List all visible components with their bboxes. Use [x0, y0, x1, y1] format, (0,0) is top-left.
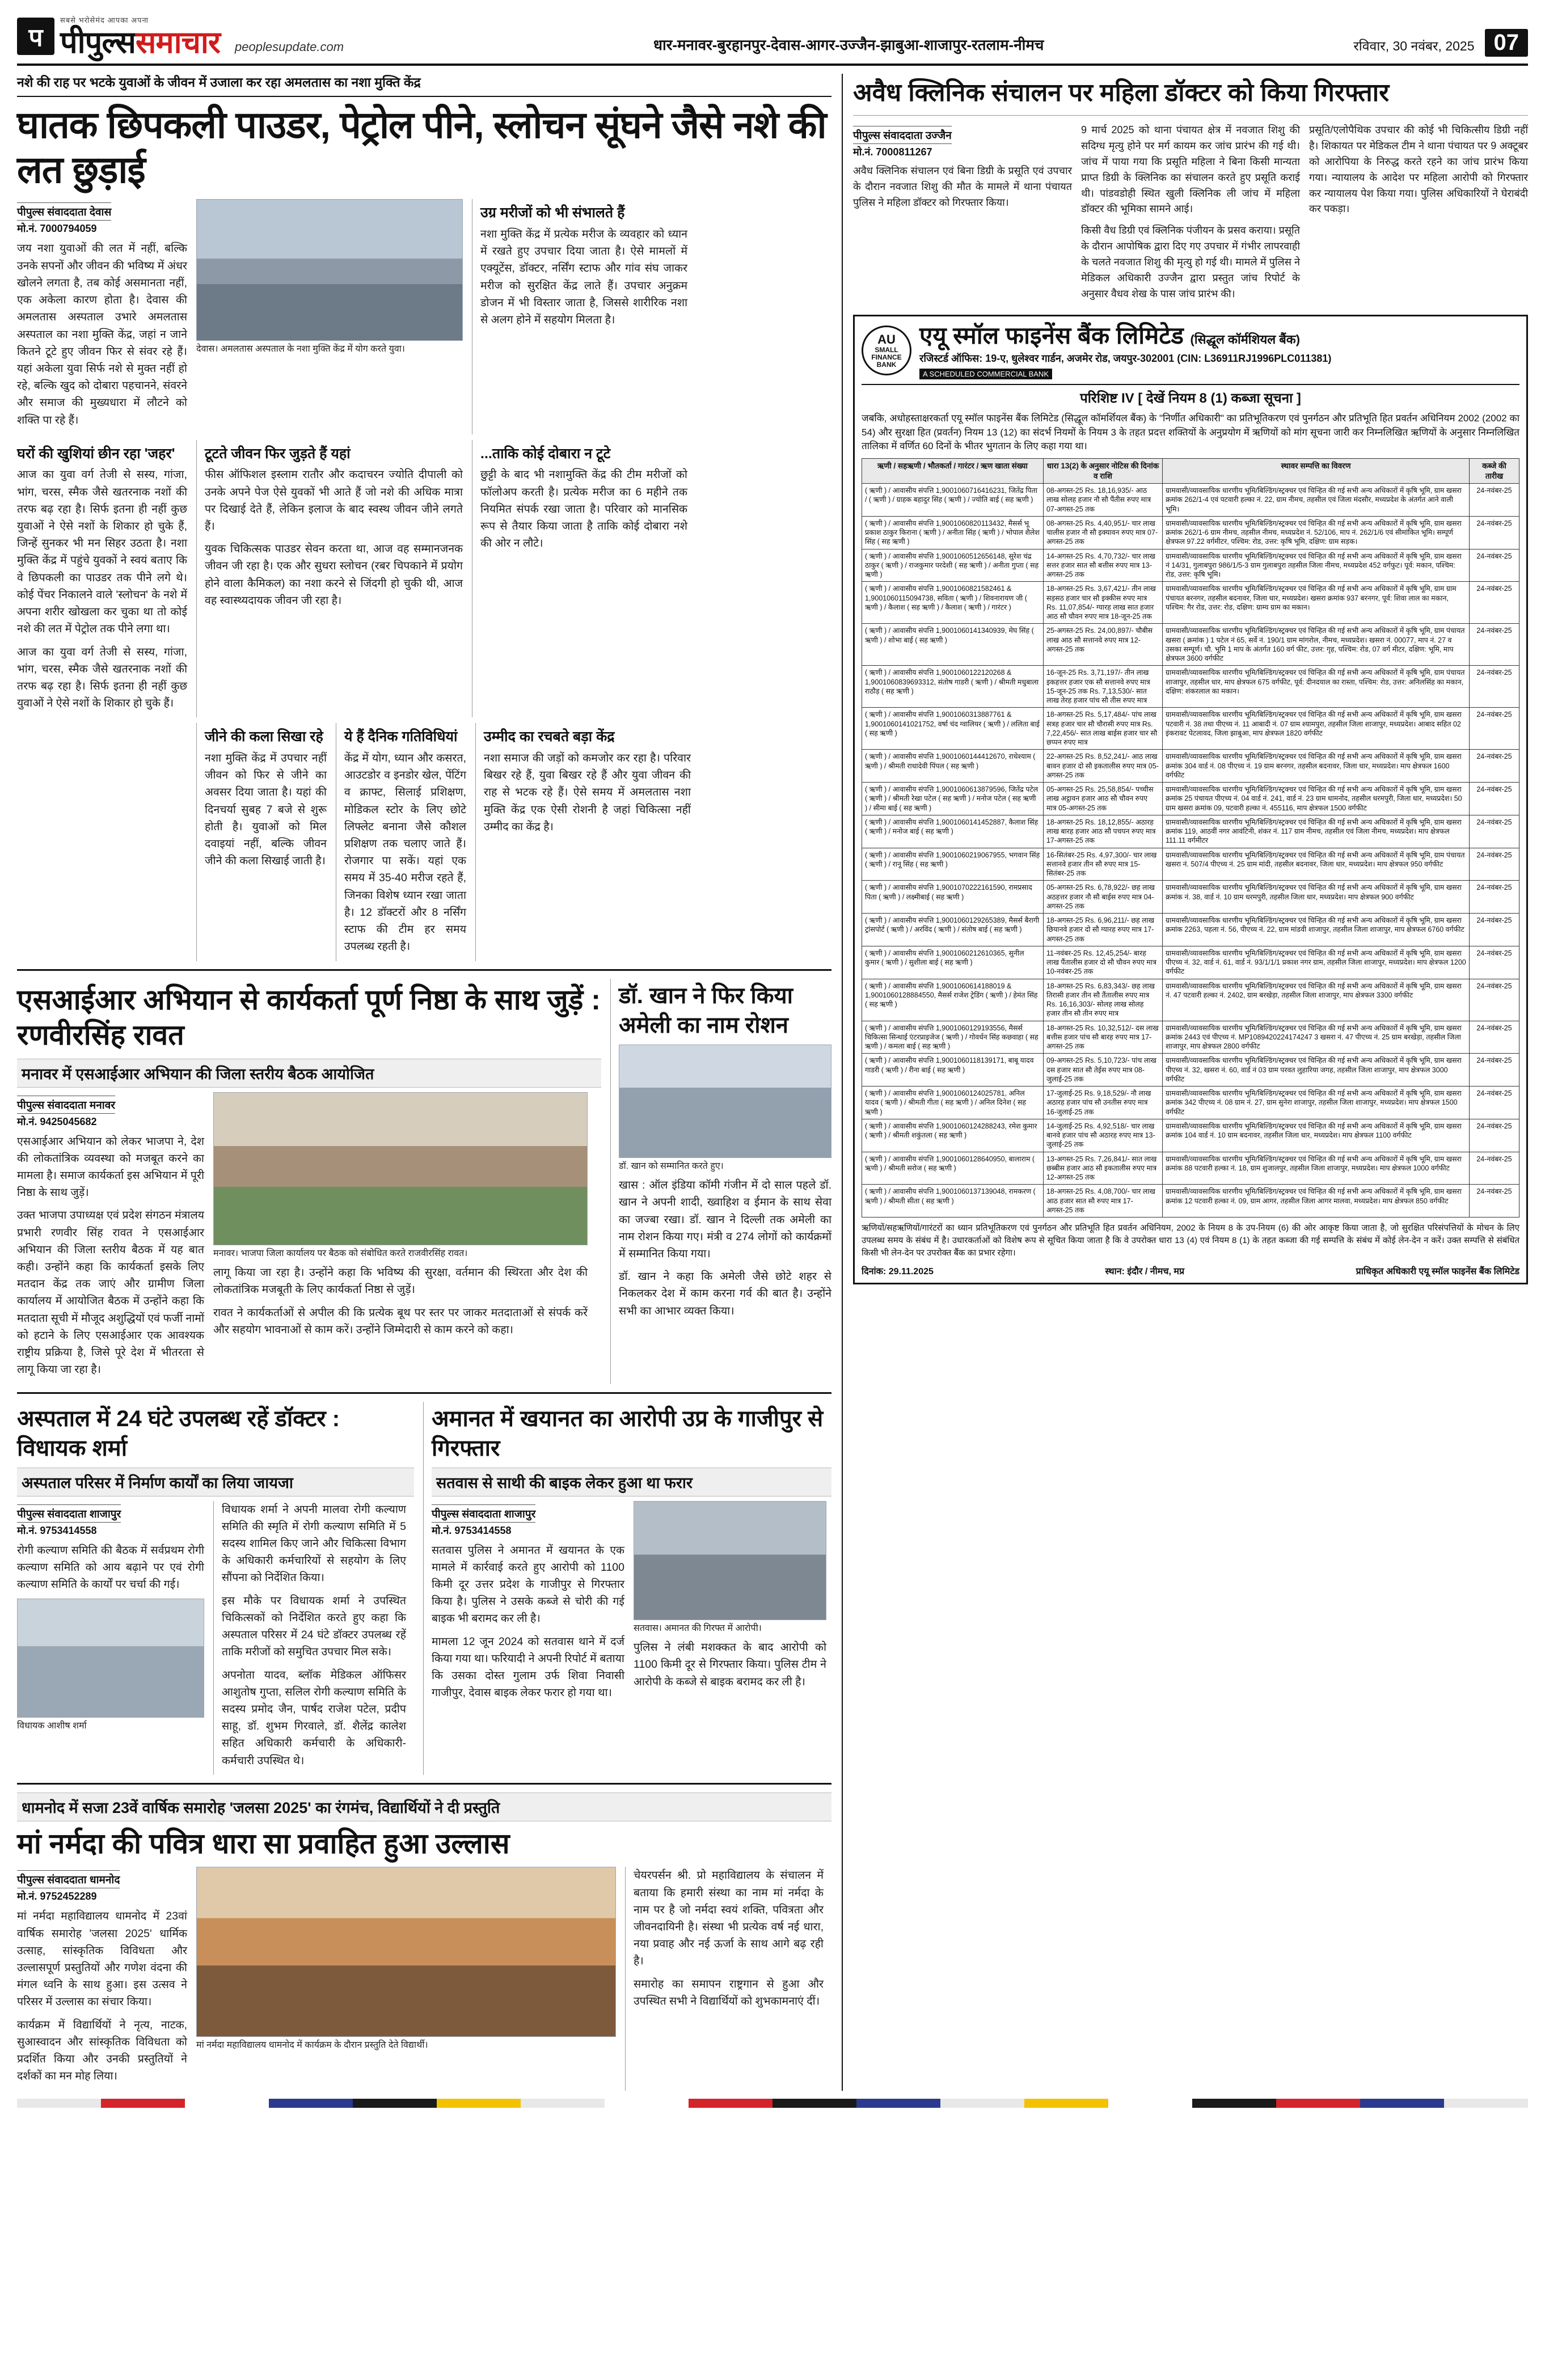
right-column: [853, 74, 1528, 2091]
lead-sub-title-5: जीने की कला सिखा रहे: [205, 729, 323, 745]
lead-sub-title-6: ये हैं दैनिक गतिविधियां: [344, 729, 458, 745]
lead-sub-title-1: घरों की खुशियां छीन रहा 'जहर': [17, 445, 175, 462]
cell-borrower: ( ऋणी ) / आवासीय संपत्ति 1,9001060820113432, मैसर्स भू प्रकाश ठाकुर किराना ( ऋणी ) / अनीता सिंह ( ऋणी ) / भोपाल शैलेश सिंह ( सह ऋणी ): [862, 516, 1043, 549]
cell-date: 24-नवंबर-25: [1470, 516, 1519, 549]
color-swatch: [1108, 2099, 1192, 2108]
ad-footer-note: ऋणियों/सहऋणियों/गारंटरों का ध्यान प्रतिभूतिकरण एवं पुनर्गठन और प्रतिभूति हित प्रवर्तन अधिनियम, 2002 के नियम 8 के उप-नियम (6) की ओर आकृष्ट किया जाता है, जो सुरक्षित परिसंपत्तियों के मोचन के लिए उपलब्ध समय के संबंध में है। उधारकर्ताओं को विशेष रूप से सूचित किया जाता है कि वे उपरोक्त धारा 13 (4) एवं नियम 8 (1) के तहत कब्जा की गई सम्पत्ति के संबंध में कोई लेन-देन न करें। उक्त सम्पत्ति से संबंधित किसी भी लेन-देन पर उपरोक्त बैंक का प्रभार रहेगा।: [861, 1223, 1519, 1258]
cell-notice: 14-जुलाई-25 Rs. 4,92,518/- चार लाख बानवे हजार पांच सौ अठारह रुपए मात्र 13-जुलाई-25 तक: [1043, 1119, 1162, 1152]
color-swatch: [856, 2099, 940, 2108]
khan-body: [619, 1177, 831, 1320]
table-row: [862, 1185, 1519, 1218]
table-row: [862, 979, 1519, 1021]
theft-para-1: सतवास पुलिस ने अमानत में खयानत के एक मामले में कार्रवाई करते हुए आरोपी को 1100 किमी दूर उत्तर प्रदेश के गाजीपुर से गिरफ्तार किया है। पुलिस ने उसके कब्जे से चोरी की गई बाइक भी बरामद कर ली है।: [432, 1544, 624, 1625]
theft-photo: [634, 1501, 826, 1620]
table-row: [862, 582, 1519, 624]
ad-bank-name-main: एयू स्मॉल फाइनेंस बैंक लिमिटेड: [919, 322, 1184, 349]
hospital-para-2: विधायक शर्मा ने अपनी मालवा रोगी कल्याण समिति की स्मृति में रोगी कल्याण समिति में 5 सदस्य शामिल किए जाने और चिकित्सा विभाग के अधिकारी कर्मचारियों से सहयोग के लिए सौंपना को निर्देशित किया।: [222, 1503, 406, 1584]
ad-header: [862, 322, 1519, 385]
cell-property: ग्रामवासी/व्यावसायिक धारणीय भूमि/बिल्डिंग/स्ट्रक्चर एवं चिन्हित की गई सभी अन्य अधिकारों में कृषि भूमि, ग्राम खसरा नं. 47 पटवारी हल्का नं. 2402, ग्राम बरखेड़ा, तहसील जिला शाजापुर, माप क्षेत्रफल 3300 वर्गफीट: [1162, 979, 1469, 1021]
color-swatch: [185, 2099, 269, 2108]
color-swatch: [1024, 2099, 1108, 2108]
cell-borrower: ( ऋणी ) / आवासीय संपत्ति 1,9001070222161590, रामप्रसाद पिता ( ऋणी ) / लक्ष्मीबाई ( सह ऋणी ): [862, 881, 1043, 914]
lead-sub-para-6: केंद्र में योग, ध्यान और कसरत, आउटडोर व इनडोर खेल, पेंटिंग व क्राफ्ट, सिलाई प्रशिक्षण, मोडिकल स्टोर के लिए छोटे लिफ्लेट बनाना जैसे कौशल प्रशिक्षण तक चलाए जाते हैं। रोजगार पा सकें। यहां एक समय में 35-40 मरीज रहते हैं, जिनका विशेष ध्यान रखा जाता है। 12 डॉक्टरों और 8 नर्सिंग स्टाफ की टीम हर समय उपलब्ध रहती है।: [344, 751, 466, 953]
table-header-row: [862, 459, 1519, 484]
article-jalsa: [17, 1793, 831, 2091]
cell-notice: 18-अगस्त-25 Rs. 4,08,700/- चार लाख आठ हजार सात सौ रुपए मात्र 17-अगस्त-25 तक: [1043, 1185, 1162, 1218]
hospital-byline-label: पीपुल्स संवाददाता: [17, 1508, 87, 1520]
au-logo-main: AU: [877, 332, 896, 346]
hospital-photo-caption: विधायक आशीष शर्मा: [17, 1721, 87, 1731]
hospital-headline: अस्पताल में 24 घंटे उपलब्ध रहें डॉक्टर : विधायक शर्मा: [17, 1406, 340, 1461]
au-logo-sub: SMALL FINANCE BANK: [871, 345, 902, 369]
masthead: [17, 15, 1528, 66]
page-columns: [17, 74, 1528, 2091]
cell-borrower: ( ऋणी ) / आवासीय संपत्ति 1,9001060613879596, जितेंद्र पटेल ( ऋणी ) / श्रीमती रेखा पटेल ( सह ऋणी ) / मनोज पटेल ( सह ऋणी ) / सीमा बाई ( सह ऋणी ): [862, 783, 1043, 815]
ad-bank-name-paren: (सिद्धूल कॉर्मशियल बैंक): [1190, 332, 1301, 346]
hospital-para-1: रोगी कल्याण समिति की बैठक में सर्वप्रथम रोगी कल्याण समिति को आय बढ़ाने पर एवं रोगी कल्याण समिति के कार्यों पर चर्चा की गई।: [17, 1544, 204, 1591]
ad-footer-date: दिनांक: 29.11.2025: [861, 1267, 934, 1277]
cell-date: 24-नवंबर-25: [1470, 881, 1519, 914]
cell-date: 24-नवंबर-25: [1470, 750, 1519, 783]
color-swatch: [101, 2099, 185, 2108]
table-row: [862, 1021, 1519, 1054]
theft-mobile: मो.नं. 9753414558: [432, 1524, 512, 1536]
clinic-byline: [853, 126, 952, 144]
sir-place: मनावर: [89, 1099, 116, 1111]
table-row: [862, 666, 1519, 708]
cell-borrower: ( ऋणी ) / आवासीय संपत्ति 1,9001060118139171, बाबू यादव गाडरी ( ऋणी ) / रीना बाई ( सह ऋणी ): [862, 1054, 1043, 1087]
article-row-hospital: [17, 1402, 831, 1775]
lead-sub-body-3: [480, 226, 687, 328]
cell-date: 24-नवंबर-25: [1470, 1087, 1519, 1119]
theft-para-3: पुलिस ने लंबी मशक्कत के बाद आरोपी को 1100 किमी दूर से गिरफ्तार किया। पुलिस टीम ने आरोपी के कब्जे से बाइक बरामद कर ली है।: [634, 1641, 826, 1688]
cell-borrower: ( ऋणी ) / आवासीय संपत्ति 1,9001060128640950, बालाराम ( ऋणी ) / श्रीमती सरोज ( सह ऋणी ): [862, 1152, 1043, 1185]
cell-property: ग्रामवासी/व्यावसायिक धारणीय भूमि/बिल्डिंग/स्ट्रक्चर एवं चिन्हित की गई सभी अन्य अधिकारों में कृषि भूमि, ग्राम खसरा क्रमांक 2443 एवं पीएच्य नं. MP1089420224174247 3 खसरा नं. 47 पीएच्य नं. 25 ग्राम बरखेड़ा, तहसील जिला शाजापुर, माप क्षेत्रफल 2800 वर्गफीट: [1162, 1021, 1469, 1054]
sir-para-3: लागू किया जा रहा है। उन्होंने कहा कि भविष्य की सुरक्षा, वर्तमान की स्थिरता और देश की लोकतांत्रिक मजबूती के लिए कार्यकर्ता निष्ठा से जुड़ें।: [213, 1266, 588, 1296]
table-row: [862, 549, 1519, 582]
jalsa-byline: [17, 1870, 120, 1888]
color-swatch: [437, 2099, 521, 2108]
clinic-mobile: मो.नं. 7000811267: [852, 146, 932, 158]
clinic-body-col3: [1309, 122, 1528, 217]
cell-notice: 18-अगस्त-25 Rs. 10,32,512/- दस लाख बत्तीस हजार पांच सौ बारह रुपए मात्र 17-अगस्त-25 तक: [1043, 1021, 1162, 1054]
clinic-headline: अवैध क्लिनिक संचालन पर महिला डॉक्टर को किया गिरफ्तार: [852, 79, 1390, 107]
khan-para-1: खास : ऑल इंडिया कॉमी गंजीन में दो साल पहले डॉ. खान ने अपनी शादी, ख्वाहिश व ईमान के साथ सेवा का जज्बा रखा। डॉ. खान ने दिल्ली तक अमेली का नाम रोशन किया गए। मंत्री व 274 लोगों को कार्यक्रमों में सम्मानित किया गया।: [619, 1179, 831, 1260]
theft-headline: अमानत में खयानत का आरोपी उप्र के गाजीपुर से गिरफ्तार: [432, 1406, 824, 1461]
hospital-place: शाजापुर: [89, 1508, 121, 1520]
cell-date: 24-नवंबर-25: [1470, 815, 1519, 848]
cell-notice: 16-जून-25 Rs. 3,71,197/- तीन लाख इकहत्तर हजार एक सौ सत्तानवे रुपए मात्र 15-जून-25 तक Rs. 7,13,530/- सात लाख तेरह हजार पांच सौ तीस रुपए मात्र: [1043, 666, 1162, 708]
color-registration-bar: [17, 2099, 1528, 2108]
cell-date: 24-नवंबर-25: [1470, 914, 1519, 946]
sir-para-1: एसआईआर अभियान को लेकर भाजपा ने, देश की लोकतांत्रिक व्यवस्था को मजबूत करने का मामला है। समाज कार्यकर्ता इस अभियान में पूरी निष्ठा के साथ जुड़ें।: [17, 1135, 204, 1199]
color-swatch: [521, 2099, 605, 2108]
cell-property: ग्रामवासी/व्यावसायिक धारणीय भूमि/बिल्डिंग/स्ट्रक्चर एवं चिन्हित की गई सभी अन्य अधिकारों में कृषि भूमि, ग्राम खसरा पीएच्य नं. 32, वार्ड नं. 61, वार्ड नं. 93/1/1/1 प्रकाश नगर ग्राम, तहसील जिला शाजापुर, मध्यप्रदेश। माप क्षेत्रफल 1200 वर्गफीट: [1162, 946, 1469, 979]
website-url[interactable]: peoplesupdate.com: [235, 40, 344, 54]
theft-byline-box: [432, 1504, 624, 1537]
jalsa-mobile: मो.नं. 9752452289: [17, 1891, 97, 1903]
lead-sub-body-5: [205, 750, 327, 870]
jalsa-photo-caption: मां नर्मदा महाविद्यालय धामनोद में कार्यक्रम के दौरान प्रस्तुति देते विद्यार्थी।: [196, 2040, 428, 2051]
color-swatch: [269, 2099, 353, 2108]
lead-sub-body-1: [17, 466, 187, 712]
theft-place: शाजापुर: [504, 1508, 536, 1520]
publication-date: रविवार, 30 नवंबर, 2025: [1353, 39, 1475, 53]
jalsa-para-2: कार्यक्रम में विद्यार्थियों ने नृत्य, नाटक, सुआस्वादन और सांस्कृतिक विविधता को प्रदर्शित किया और उनकी प्रस्तुतियों ने दर्शकों का मन मोह लिया।: [17, 2018, 187, 2083]
article-clinic: [853, 77, 1528, 308]
clinic-para-3: किसी वैध डिग्री एवं क्लिनिक पंजीयन के प्रसव कराया। प्रसूति के दौरान आपोषिक द्वारा दिए गए उपचार में गंभीर लापरवाही के चलते नवजात शिशु की मृत्यु हो गई थी। मामले में पुलिस ने मेडिकल अधिकारी उज्जैन द्वारा प्रस्तुत जांच रिपोर्ट के अनुसार वैधव शेख के पास जांच प्रारंभ की।: [1080, 225, 1300, 299]
cell-notice: 11-नवंबर-25 Rs. 12,45,254/- बारह लाख पैंतालीस हजार दो सौ चौवन रुपए मात्र 10-नवंबर-25 तक: [1043, 946, 1162, 979]
possession-notice-table: [862, 458, 1519, 1218]
ad-intro-text: जबकि, अधोहस्ताक्षरकर्ता एयू स्मॉल फाइनेंस बैंक लिमिटेड (सिद्धूल कॉमर्शियल बैंक) के "निर्णीत अधिकारी" का प्रतिभूतिकरण एवं पुनर्गठन और प्रतिभूति हित प्रवर्तन अधिनियम 2002 (2002 का 54) और सुरक्षा हित (प्रवर्तन) नियम 13 (12) का संदर्भ नियमों के नियम 3 के तहत प्रदत्त शक्तियों के अनुप्रयोग में ऋणियों को मांग सूचना जारी कर निम्नलिखित ऋणियों के अनुसार निम्नलिखित तालिका में वर्णित 60 दिनों के भीतर भुगतान के लिए कहा गया था।: [861, 413, 1519, 452]
cell-date: 24-नवंबर-25: [1470, 946, 1519, 979]
cell-property: ग्रामवासी/व्यावसायिक धारणीय भूमि/बिल्डिंग/स्ट्रक्चर एवं चिन्हित की गई सभी अन्य अधिकारों में कृषि भूमि, ग्राम खसरा क्रमांक 262/1-4 एवं पटवारी हल्का नं. 22, ग्राम नीमच, तहसील एवं जिला मंदसौर, मध्यप्रदेश के अंतर्गत आने वाली भूमि।: [1162, 484, 1469, 517]
article-khan: [610, 979, 831, 1384]
lead-sub-title-7: उम्मीद का रचबते बड़ा केंद्र: [484, 729, 615, 745]
table-row: [862, 708, 1519, 750]
cell-notice: 25-अगस्त-25 Rs. 24,00,897/- चौबीस लाख आठ सौ सत्तानवे रुपए मात्र 12-अगस्त-25 तक: [1043, 624, 1162, 666]
hospital-byline: [17, 1504, 121, 1523]
lead-sub-title-4: ...ताकि कोई दोबारा न टूटे: [480, 445, 611, 462]
cell-borrower: ( ऋणी ) / आवासीय संपत्ति 1,9001060124288243, रमेश कुमार ( ऋणी ) / श्रीमती शकुंतला ( सह ऋणी ): [862, 1119, 1043, 1152]
cell-notice: 18-अगस्त-25 Rs. 3,67,421/- तीन लाख सड़सठ हजार चार सौ इक्कीस रुपए मात्र Rs. 11,07,854/- ग्यारह लाख सात हजार आठ सौ चौवन रुपए मात्र 18-जून-25 तक: [1043, 582, 1162, 624]
clinic-byline-label: पीपुल्स संवाददाता: [852, 130, 923, 142]
cell-borrower: ( ऋणी ) / आवासीय संपत्ति 1,9001060129193556, मैसर्स चिकित्सा सिन्धाई एंटरप्राइजेज ( ऋणी ) / गोवर्धन सिंह कछवाहा ( सह ऋणी ) / कमला बाई ( सह ऋणी ): [862, 1021, 1043, 1054]
hospital-body-col1: [17, 1542, 204, 1593]
cell-date: 24-नवंबर-25: [1470, 848, 1519, 881]
cell-date: 24-नवंबर-25: [1470, 979, 1519, 1021]
sir-body-col1: [17, 1133, 204, 1379]
clinic-para-4: प्रसूति/एलोपैथिक उपचार की कोई भी चिकित्सीय डिग्री नहीं है। शिकायत पर मेडिकल टीम ने थाना पंचायत पर 9 अक्टूबर को आरोपिया के निरुद्ध करते रहने का जांच प्रारंभ किया गया। न्यायालय के आदेश पर महिला आरोपी को गिरफ्तार कर न्यायालय पेश किया गया। पुलिस अधिकारियों ने घेराबंदी कर पकड़ा।: [1308, 124, 1528, 215]
ad-bank-name: [919, 322, 1519, 349]
edition-list: धार-मनावर-बुरहानपुर-देवास-आगर-उज्जैन-झाबुआ-शाजापुर-रतलाम-नीमच: [653, 36, 1044, 53]
table-row: [862, 946, 1519, 979]
color-swatch: [1192, 2099, 1276, 2108]
cell-property: ग्रामवासी/व्यावसायिक धारणीय भूमि/बिल्डिंग/स्ट्रक्चर एवं चिन्हित की गई सभी अन्य अधिकारों में कृषि भूमि, ग्राम खसरा पीएच्य नं. 32, खसरा नं. 60, वार्ड नं 03 ग्राम परवत लुहारिया जगह, तहसील जिला शाजापुर, माप क्षेत्रफल 3000 वर्गफीट: [1162, 1054, 1469, 1087]
cell-borrower: ( ऋणी ) / आवासीय संपत्ति 1,9001060313887761 & 1,9001060141021752, वर्षा चंद ग्वालियर ( ऋणी ) / ललिता बाई ( सह ऋणी ): [862, 708, 1043, 750]
jalsa-para-3: चेयरपर्सन श्री. प्रो महाविद्यालय के संचालन में बताया कि हमारी संस्था का नाम मां नर्मदा के नाम पर है जो नर्मदा स्वयं शक्ति, पवित्रता और जीवनदायिनी है। संस्था भी प्रत्येक वर्ष नई धारा, नया प्रवाह और नई ऊर्जा के साथ आगे बढ़ रही है।: [634, 1869, 824, 1968]
cell-property: ग्रामवासी/व्यावसायिक धारणीय भूमि/बिल्डिंग/स्ट्रक्चर एवं चिन्हित की गई सभी अन्य अधिकारों में कृषि भूमि, ग्राम पंचायत शाजापुर, तहसील धार, माप क्षेत्रफल 675 वर्गफीट, पूर्व: दीनदयाल का रास्ता, पश्चिम: रोड, उत्तर: अनिलसिंह का मकान, दक्षिण: शंकरलाल का मकान।: [1162, 666, 1469, 708]
sir-photo-caption: मनावर। भाजपा जिला कार्यालय पर बैठक को संबोधित करते राजवीरसिंह रावत।: [213, 1248, 468, 1258]
theft-body-col2: [634, 1639, 826, 1690]
theft-para-2: मामला 12 जून 2024 को सतवास थाने में दर्ज किया गया था। फरियादी ने अपनी रिपोर्ट में बताया कि उसका दोस्त गुलाम उर्फ शिवा निवासी गाजीपुर, देवास बाइक लेकर फरार हो गया था।: [432, 1635, 624, 1700]
sir-byline-box: [17, 1096, 204, 1128]
lead-sub-title-2: टूटते जीवन फिर जुड़ते हैं यहां: [205, 445, 351, 462]
clinic-body-col2: [1081, 122, 1300, 302]
color-swatch: [1360, 2099, 1444, 2108]
lead-place: देवास: [89, 206, 112, 219]
lead-byline-box: [17, 202, 187, 235]
cell-notice: 17-जुलाई-25 Rs. 9,18,529/- नौ लाख अठारह हजार पांच सौ उनतीस रुपए मात्र 16-जुलाई-25 तक: [1043, 1087, 1162, 1119]
theft-subhead: सतवास से साथी की बाइक लेकर हुआ था फरार: [432, 1468, 831, 1497]
cell-date: 24-नवंबर-25: [1470, 484, 1519, 517]
cell-notice: 09-अगस्त-25 Rs. 5,10,723/- पांच लाख दस हजार सात सौ तेईस रुपए मात्र 08-जुलाई-25 तक: [1043, 1054, 1162, 1087]
theft-body-col1: [432, 1542, 624, 1702]
khan-photo-caption: डॉ. खान को सम्मानित करते हुए।: [619, 1161, 724, 1171]
table-row: [862, 848, 1519, 881]
cell-notice: 08-अगस्त-25 Rs. 4,40,951/- चार लाख चालीस हजार नौ सौ इक्यावन रुपए मात्र 07-अगस्त-25 तक: [1043, 516, 1162, 549]
th-borrower: ऋणी / सहऋणी / भौतकर्ता / गारंटर / ऋण खाता संख्या: [862, 459, 1043, 484]
color-swatch: [1276, 2099, 1360, 2108]
table-row: [862, 750, 1519, 783]
cell-property: ग्रामवासी/व्यावसायिक धारणीय भूमि/बिल्डिंग/स्ट्रक्चर एवं चिन्हित की गई सभी अन्य अधिकारों में कृषि भूमि, ग्राम खसरा पटवारी नं. 38 तथा पीएच्य नं. 11 आबादी नं. 07 ग्राम श्यामपुरा, तहसील जिला शाजापुर, मध्यप्रदेश। आबाद सहित 02 इंकरावट पेटलावद, जिला झाबुआ, माप क्षेत्रफल 1820 वर्गफीट: [1162, 708, 1469, 750]
sir-headline: एसआईआर अभियान से कार्यकर्ता पूर्ण निष्ठा के साथ जुड़ें : रणवीरसिंह रावत: [17, 983, 601, 1051]
cell-property: ग्रामवासी/व्यावसायिक धारणीय भूमि/बिल्डिंग/स्ट्रक्चर एवं चिन्हित की गई सभी अन्य अधिकारों में कृषि भूमि, ग्राम पंचायत खसरा ( क्रमांक ) 1 पटेल नं 65, सर्वे नं. 190/1 ग्राम मांगरोल, नीमच, मध्यप्रदेश। खसरा नं. 00077, माप नं. 27 व उसका सम्पूर्ण। चौ. भूमि 1 माप के अंतर्गत 160 वर्ग फीट, उत्तर: गृह, पश्चिम: रोड, 07 वर्ग मीटर, दक्षिण: भूमि, माप क्षेत्रफल 3600 वर्गफीट: [1162, 624, 1469, 666]
cell-property: ग्रामवासी/व्यावसायिक धारणीय भूमि/बिल्डिंग/स्ट्रक्चर एवं चिन्हित की गई सभी अन्य अधिकारों में कृषि भूमि, ग्राम खसरा क्रमांक 342 पीएच्य नं. 08 ग्राम नं. 27, ग्राम सुनेरा शाजापुर, तहसील जिला शाजापुर, मध्यप्रदेश। माप क्षेत्रफल 1500 वर्गफीट: [1162, 1087, 1469, 1119]
cell-notice: 18-अगस्त-25 Rs. 6,96,211/- छह लाख छियानवे हजार दो सौ ग्यारह रुपए मात्र 17-अगस्त-25 तक: [1043, 914, 1162, 946]
color-swatch: [17, 2099, 101, 2108]
cell-date: 24-नवंबर-25: [1470, 582, 1519, 624]
jalsa-headline: मां नर्मदा की पवित्र धारा सा प्रवाहित हुआ उल्लास: [17, 1827, 510, 1859]
lead-byline: [17, 202, 111, 221]
table-row: [862, 516, 1519, 549]
clinic-byline-box: [853, 126, 1072, 159]
th-date: कब्जे की तारीख: [1470, 459, 1519, 484]
theft-byline-label: पीपुल्स संवाददाता: [432, 1508, 501, 1520]
color-swatch: [689, 2099, 772, 2108]
jalsa-para-4: समारोह का समापन राष्ट्रगान से हुआ और उपस्थित सभी ने विद्यार्थियों को शुभकामनाएं दीं।: [634, 1977, 824, 2007]
cell-property: ग्रामवासी/व्यावसायिक धारणीय भूमि/बिल्डिंग/स्ट्रक्चर एवं चिन्हित की गई सभी अन्य अधिकारों में कृषि भूमि, ग्राम खसरा क्रमांक 119, आठवीं नगर आवंटिनी, शंकर नं. 117 ग्राम नीमच, तहसील एवं जिला नीमच, मध्यप्रदेश। माप क्षेत्रफल 111.11 वर्गमीटर: [1162, 815, 1469, 848]
lead-sub-para-1: आज का युवा वर्ग तेजी से सस्य, गांजा, भांग, चरस, स्मैक जैसे खतरनाक नशों की तरफ बढ़ रहा है। सिर्फ इतना ही नहीं कुछ युवाओं ने ऐसे नशों के शिकार हो चुके हैं।: [17, 645, 187, 710]
cell-borrower: ( ऋणी ) / आवासीय संपत्ति 1,9001060144412670, राधेश्याम ( ऋणी ) / श्रीमती राधादेवी पिंपल ( सह ऋणी ): [862, 750, 1043, 783]
color-swatch: [353, 2099, 437, 2108]
color-swatch: [1444, 2099, 1528, 2108]
lead-photo-caption: देवास। अमलतास अस्पताल के नशा मुक्ति केंद्र में योग करते युवा।: [196, 344, 405, 354]
cell-borrower: ( ऋणी ) / आवासीय संपत्ति 1,9001060141340939, मेघ सिंह ( ऋणी ) / शोभा बाई ( सह ऋणी ): [862, 624, 1043, 666]
clinic-para-2: 9 मार्च 2025 को थाना पंचायत क्षेत्र में नवजात शिशु की सदिग्ध मृत्यु होने पर मर्ग कायम कर जांच प्रारंभ की गई थी। जांच में पाया गया कि प्रसूति महिला ने बिना किसी मान्यता प्राप्त डिग्री के क्लिनिक का संचालन करते हुए प्रसूति कराई थी। पांडवडोही स्थित खुली क्लिनिक ली जांच में महिला डॉक्टर की भूमिका सामने आई।: [1080, 124, 1300, 215]
cell-borrower: ( ऋणी ) / आवासीय संपत्ति 1,9001060821582461 & 1,9001060115094738, सविता ( ऋणी ) / शिवनारायण जी ( ऋणी ) / कैलाश ( सह ऋणी ) / कैलाश ( ऋणी ) / गारंटर ): [862, 582, 1043, 624]
cell-property: ग्रामवासी/व्यावसायिक धारणीय भूमि/बिल्डिंग/स्ट्रक्चर एवं चिन्हित की गई सभी अन्य अधिकारों में कृषि भूमि, ग्राम ग्राम पंचायत बरनगर, तहसील बदनावर, जिला धार, मध्यप्रदेश। खसरा क्रमांक 937 बरनगर, पूर्व: शिवा लाल का मकान, पश्चिम: गैर रोड, उत्तर: रोड, दक्षिण: ग्राम्य ग्राम का मकान।: [1162, 582, 1469, 624]
hospital-body-col2: [222, 1501, 406, 1769]
sir-mobile: मो.नं. 9425045682: [17, 1115, 97, 1127]
page-number: 07: [1485, 29, 1529, 57]
cell-notice: 18-अगस्त-25 Rs. 6,83,343/- छह लाख तिरासी हजार तीन सौ तैंतालीस रुपए मात्र Rs. 16,16,303/- सोलह लाख सोलह हजार तीन सौ तीन रुपए मात्र: [1043, 979, 1162, 1021]
table-row: [862, 1119, 1519, 1152]
article-sir: [17, 979, 601, 1384]
jalsa-body-col1: [17, 1908, 187, 2085]
article-theft: [423, 1402, 831, 1775]
ad-reg-office: रजिस्टर्ड ऑफिस: 19-ए, धुलेश्वर गार्डन, अजमेर रोड, जयपुर-302001 (CIN: L36911RJ1996PLC011381): [919, 353, 1332, 365]
article-row-sir: [17, 979, 831, 1384]
lead-para-2: आज का युवा वर्ग तेजी से सस्य, गांजा, भांग, चरस, स्मैक जैसे खतरनाक नशों की तरफ बढ़ रहा है। सिर्फ इतना ही नहीं कुछ युवाओं ने ऐसे नशों के शिकार हो चुके हैं, जिन्हें सुनकर भी मन सिहर उठता है। नशा मुक्ति केंद्र में पहुंचे युवकों ने स्वयं बताए कि वे छिपकली का पाउडर तक पीने लगे थे। कोई पेंचर निकालने वाले 'स्लोचन' के नशे में अपना शरीर खोखला कर चुका था तो कोई नशे की लत में पेट्रोल तक पीने लगा था।: [17, 468, 187, 636]
table-row: [862, 881, 1519, 914]
cell-borrower: ( ऋणी ) / आवासीय संपत्ति 1,9001060141452887, कैलाश सिंह ( ऋणी ) / मनोज बाई ( सह ऋणी ): [862, 815, 1043, 848]
cell-property: ग्रामवासी/व्यावसायिक धारणीय भूमि/बिल्डिंग/स्ट्रक्चर एवं चिन्हित की गई सभी अन्य अधिकारों में कृषि भूमि, ग्राम खसरा क्रमांक 25 पंचायत पीएच्य नं. 04 वार्ड नं. 241, वार्ड नं. 23 ग्राम धामनोद, तहसील धरमपुरी, जिला धार, मध्यप्रदेश। 50 ग्राम खसरा क्रमांक 09, पटवारी हल्का नं. 455116, माप क्षेत्रफल 1500 वर्गफीट: [1162, 783, 1469, 815]
advertisement-au-bank: [853, 315, 1528, 1285]
cell-borrower: ( ऋणी ) / आवासीय संपत्ति 1,9001060137139048, रामकरण ( ऋणी ) / श्रीमती सीता ( सह ऋणी ): [862, 1185, 1043, 1218]
clinic-para-1: अवैध क्लिनिक संचालन एवं बिना डिग्री के प्रसूति एवं उपचार के दौरान नवजात शिशु की मौत के मामले में थाना पंचायत पुलिस ने महिला डॉक्टर को गिरफ्तार किया।: [852, 165, 1072, 208]
cell-borrower: ( ऋणी ) / आवासीय संपत्ति 1,9001060614188019 & 1,9001060128884550, मैसर्स राजेश ट्रेडिंग ( ऋणी ) / हेमंत सिंह ( सह ऋणी ): [862, 979, 1043, 1021]
cell-notice: 13-अगस्त-25 Rs. 7,26,841/- सात लाख छब्बीस हजार आठ सौ इकतालीस रुपए मात्र 12-अगस्त-25 तक: [1043, 1152, 1162, 1185]
cell-date: 24-नवंबर-25: [1470, 783, 1519, 815]
lead-sub-para-5: नशा मुक्ति केंद्र में उपचार नहीं जीवन को फिर से जीने का अवसर दिया जाता है। यहां की दिनचर्या सुबह 7 बजे से शुरू होती है। युवाओं को मिल दवाइयां नहीं, बल्कि जीवन जीने की कला सिखाई जाती है।: [205, 751, 327, 868]
cell-notice: 08-अगस्त-25 Rs. 18,16,935/- आठ लाख सोलह हजार नौ सौ पैंतीस रुपए मात्र 07-अगस्त-25 तक: [1043, 484, 1162, 517]
lead-sub-body-7: [484, 750, 691, 835]
sir-subhead: मनावर में एसआईआर अभियान की जिला स्तरीय बैठक आयोजित: [17, 1059, 601, 1088]
sir-byline: [17, 1096, 115, 1114]
color-swatch: [940, 2099, 1024, 2108]
cell-notice: 05-अगस्त-25 Rs. 6,78,922/- छह लाख अठहत्तर हजार नौ सौ बाईस रुपए मात्र 04-अगस्त-25 तक: [1043, 881, 1162, 914]
lead-headline: घातक छिपकली पाउडर, पेट्रोल पीने, स्लोचन सूंघने जैसे नशे की लत छुड़ाई: [17, 104, 826, 191]
cell-property: ग्रामवासी/व्यावसायिक धारणीय भूमि/बिल्डिंग/स्ट्रक्चर एवं चिन्हित की गई सभी अन्य अधिकारों में कृषि भूमि, ग्राम खसरा क्रमांक 304 वार्ड नं. 08 पीएच्य नं. 19 ग्राम बरनगर, तहसील बदनावर, जिला धार, मध्यप्रदेश। माप क्षेत्रफल 1600 वर्गफीट: [1162, 750, 1469, 783]
cell-date: 24-नवंबर-25: [1470, 624, 1519, 666]
jalsa-body-col3: [634, 1867, 824, 2010]
ad-schedule-strip: A SCHEDULED COMMERCIAL BANK: [919, 369, 1052, 379]
cell-property: ग्रामवासी/व्यावसायिक धारणीय भूमि/बिल्डिंग/स्ट्रक्चर एवं चिन्हित की गई सभी अन्य अधिकारों में कृषि भूमि, ग्राम खसरा क्रमांक 88 पटवारी हल्का नं. 18, ग्राम शुजालपुर, तहसील जिला शाजापुर, मध्यप्रदेश। माप क्षेत्रफल 1000 वर्गफीट: [1162, 1152, 1469, 1185]
hospital-para-3: इस मौके पर विधायक शर्मा ने उपस्थित चिकित्सकों को निर्देशित करते हुए कहा कि अस्पताल परिसर में 24 घंटे डॉक्टर उपलब्ध रहें ताकि मरीजों को समुचित उपचार मिल सके।: [222, 1594, 406, 1659]
logo-mark-icon: प: [17, 18, 54, 55]
logo-accent-text: समाचार: [135, 26, 220, 60]
sir-para-4: रावत ने कार्यकर्ताओं से अपील की कि प्रत्येक बूथ पर स्तर पर जाकर मतदाताओं से संपर्क करें और सहयोग भावनाओं से काम करें। उन्होंने जिम्मेदारी से काम करने को कहा।: [213, 1306, 588, 1336]
sir-body-col2: [213, 1264, 588, 1338]
ad-signoff: [862, 1265, 1519, 1277]
cell-date: 24-नवंबर-25: [1470, 708, 1519, 750]
cell-notice: 16-सितंबर-25 Rs. 4,97,300/- चार लाख सत्तानवे हजार तीन सौ रुपए मात्र 15-सितंबर-25 तक: [1043, 848, 1162, 881]
cell-property: ग्रामवासी/व्यावसायिक धारणीय भूमि/बिल्डिंग/स्ट्रक्चर एवं चिन्हित की गई सभी अन्य अधिकारों में कृषि भूमि, ग्राम पंचायत खसरा नं. 507/4 पीएच्य नं. 25 ग्राम मांदी, तहसील बदनावर, जिला धार, मध्यप्रदेश। माप क्षेत्रफल 950 वर्गफीट: [1162, 848, 1469, 881]
sir-photo: [213, 1092, 588, 1245]
lead-sub-title-3: उग्र मरीजों को भी संभालते हैं: [480, 205, 625, 221]
jalsa-byline-box: [17, 1870, 187, 1903]
jalsa-byline-label: पीपुल्स संवाददाता: [17, 1874, 87, 1887]
logo-main-text: पीपुल्स: [60, 26, 136, 60]
cell-notice: 18-अगस्त-25 Rs. 18,12,855/- अठारह लाख बारह हजार आठ सौ पचपन रुपए मात्र 17-अगस्त-25 तक: [1043, 815, 1162, 848]
logo-tagline: सबसे भरोसेमंद आपका अपना: [60, 16, 149, 24]
lead-sub-para-4: छुट्टी के बाद भी नशामुक्ति केंद्र की टीम मरीजों को फॉलोअप करती है। प्रत्येक मरीज का 6 महीने तक नियमित संपर्क रखा जाता है। परिवार को मानसिक रूप से तैयार किया जाता है ताकि कोई दोबारा नशे की ओर न लौटे।: [480, 468, 687, 550]
lead-byline-label: पीपुल्स संवाददाता: [17, 206, 87, 219]
table-row: [862, 1054, 1519, 1087]
logo-wordmark: [60, 27, 220, 58]
hospital-byline-box: [17, 1504, 204, 1537]
cell-borrower: ( ऋणी ) / आवासीय संपत्ति 1,9001060122120268 & 1,9001060839693312, संतोष गाडरी ( ऋणी ) / श्रीमती मधुबाला राठौड़ ( सह ऋणी ): [862, 666, 1043, 708]
hospital-mobile: मो.नं. 9753414558: [17, 1524, 97, 1536]
clinic-body-col1: [853, 163, 1072, 211]
cell-notice: 05-अगस्त-25 Rs. 25,58,854/- पच्चीस लाख अट्ठावन हजार आठ सौ चौवन रुपए मात्र 05-अगस्त-25 तक: [1043, 783, 1162, 815]
cell-borrower: ( ऋणी ) / आवासीय संपत्ति 1,9001060219067955, भगवान सिंह ( ऋणी ) / रानू सिंह ( सह ऋणी ): [862, 848, 1043, 881]
column-divider: [842, 74, 843, 2091]
table-row: [862, 1087, 1519, 1119]
cell-borrower: ( ऋणी ) / आवासीय संपत्ति 1,9001060716416231, जितेंद्र पिता / ( ऋणी ) / ग्राहक बहादुर सिंह ( ऋणी ) / ज्योति बाई ( सह ऋणी ): [862, 484, 1043, 517]
table-row: [862, 815, 1519, 848]
lead-sub-body-2: [205, 466, 463, 609]
cell-borrower: ( ऋणी ) / आवासीय संपत्ति 1,9001060129265389, मैसर्स बैरागी ट्रांसपोर्ट ( ऋणी ) / अरविंद ( ऋणी ) / संतोष बाई ( सह ऋणी ): [862, 914, 1043, 946]
khan-para-2: डॉ. खान ने कहा कि अमेली जैसे छोटे शहर से निकलकर देश में काम करना गर्व की बात है। उन्होंने सभी का आभार व्यक्त किया।: [619, 1270, 831, 1317]
cell-notice: 22-अगस्त-25 Rs. 8,52,241/- आठ लाख बावन हजार दो सौ इकतालीस रुपए मात्र 05-अगस्त-25 तक: [1043, 750, 1162, 783]
newspaper-logo[interactable]: [17, 15, 220, 58]
cell-borrower: ( ऋणी ) / आवासीय संपत्ति 1,9001060124025781, अनिल यादव ( ऋणी ) / श्रीमती गीता ( सह ऋणी ) / अनिल दिनेश ( सह ऋणी ): [862, 1087, 1043, 1119]
lead-sub-para-2: युवक चिकित्सक पाउडर सेवन करता था, आज वह सम्मानजनक जीवन जी रहा है। एक और सुधरा स्लोचन (रबर चिपकाने में प्रयोग होने वाला कैमिकल) का नशा करने से जिंदगी हो चुकी थी, आज वह स्वास्थ्यदायक जीवन जी रहा है।: [205, 543, 463, 607]
jalsa-photo: [196, 1867, 616, 2037]
cell-property: ग्रामवासी/व्यावसायिक धारणीय भूमि/बिल्डिंग/स्ट्रक्चर एवं चिन्हित की गई सभी अन्य अधिकारों में कृषि भूमि, ग्राम खसरा क्रमांक 262/1-6 ग्राम नीमच, तहसील नीमच, मध्यप्रदेश नं. 52/106, माप नं. 262/1/6 एवं सीमांकित भूमि। सम्पूर्ण क्षेत्रफल 97.22 वर्गमीटर, पश्चिम: रोड, उत्तर: कृषि भूमि, दक्षिण: ग्राम सड़क।: [1162, 516, 1469, 549]
lead-sub-body-6: [344, 750, 466, 956]
jalsa-para-1: मां नर्मदा महाविद्यालय धामनोद में 23वां वार्षिक समारोह 'जलसा 2025' धार्मिक उत्साह, सांस्कृतिक विविधता और उल्लासपूर्ण प्रस्तुतियों और गणेश वंदना की मंगल ध्वनि के साथ हुआ। इस उत्सव ने परिसर में उल्लास का संचार किया।: [17, 1910, 187, 2009]
cell-date: 24-नवंबर-25: [1470, 1185, 1519, 1218]
jalsa-place: धामनोद: [89, 1874, 120, 1887]
cell-notice: 18-अगस्त-25 Rs. 5,17,484/- पांच लाख सत्रह हजार चार सौ चौरासी रुपए मात्र Rs. 7,22,456/- सात लाख बाईस हजार चार सौ छप्पन रुपए मात्र: [1043, 708, 1162, 750]
lead-mobile: मो.नं. 7000794059: [17, 223, 97, 235]
lead-body-1: [17, 240, 187, 428]
table-row: [862, 914, 1519, 946]
cell-property: ग्रामवासी/व्यावसायिक धारणीय भूमि/बिल्डिंग/स्ट्रक्चर एवं चिन्हित की गई सभी अन्य अधिकारों में कृषि भूमि, ग्राम खसरा क्रमांक 2263, पहला नं. 56, पीएच्य नं. 22, ग्राम मांडवी शाजापुर, तहसील जिला शाजापुर, माप क्षेत्रफल 6760 वर्गफीट: [1162, 914, 1469, 946]
cell-notice: 14-अगस्त-25 Rs. 4,70,732/- चार लाख सत्तर हजार सात सौ बत्तीस रुपए मात्र 13-अगस्त-25 तक: [1043, 549, 1162, 582]
cell-date: 24-नवंबर-25: [1470, 666, 1519, 708]
khan-photo: [619, 1045, 831, 1158]
cell-date: 24-नवंबर-25: [1470, 1119, 1519, 1152]
th-notice: धारा 13(2) के अनुसार नोटिस की दिनांक व राशि: [1043, 459, 1162, 484]
table-row: [862, 624, 1519, 666]
left-column: [17, 74, 831, 2091]
sir-byline-label: पीपुल्स संवाददाता: [17, 1099, 87, 1111]
lead-sub-para-3: नशा मुक्ति केंद्र में प्रत्येक मरीज के व्यवहार को ध्यान में रखते हुए उपचार दिया जाता है। ऐसे मामलों में एक्यूटेंस, डॉक्टर, नर्सिंग स्टाफ और गांव संघ जाकर मरीज को सुरक्षित केंद्र लाते हैं। उपचार अनुक्रम डोजन में भी विस्तार जाता है, जिससे शारीरिक नशा से अलग होने में सहयोग मिलता है।: [480, 227, 687, 327]
ad-annexure-title: परिशिष्ट IV [ देखें नियम 8 (1) कब्जा सूचना ]: [1080, 391, 1301, 407]
cell-property: ग्रामवासी/व्यावसायिक धारणीय भूमि/बिल्डिंग/स्ट्रक्चर एवं चिन्हित की गई सभी अन्य अधिकारों में कृषि भूमि, ग्राम खसरा नं 14/31, गुलाबपुरा 986/1/5-3 ग्राम गुलाबपुरा तहसील जिला नीमच, मध्यप्रदेश 452 वर्गफुट। पूर्व: मकान, पश्चिम: रोड, उत्तर: कृषि भूमि।: [1162, 549, 1469, 582]
cell-date: 24-नवंबर-25: [1470, 1152, 1519, 1185]
khan-headline: डॉ. खान ने फिर किया अमेली का नाम रोशन: [619, 983, 793, 1038]
cell-borrower: ( ऋणी ) / आवासीय संपत्ति 1,9001060212610365, सुनील कुमार ( ऋणी ) / सुशीला बाई ( सह ऋणी ): [862, 946, 1043, 979]
au-bank-logo-icon: [862, 325, 911, 375]
theft-photo-caption: सतवास। अमानत की गिरफ्त में आरोपी।: [634, 1623, 762, 1633]
article-hospital: [17, 1402, 414, 1775]
jalsa-subhead: धामनोद में सजा 23वें वार्षिक समारोह 'जलसा 2025' का रंगमंच, विद्यार्थियों ने दी प्रस्तुति: [17, 1793, 831, 1821]
theft-byline: [432, 1504, 535, 1523]
table-body: [862, 484, 1519, 1218]
lead-para-3: फीस ऑफिशल इस्लाम रातौर और कदाचरन ज्योति दीपाली को उनके अपने पेज ऐसे युवकों भी आते हैं जो नशे की अधिक मात्रा पर दिखाई देते हैं, लेकिन इलाज के बाद स्वस्थ जीवन जीने लगते हैं।: [205, 468, 463, 532]
lead-sub-para-7: नशा समाज की जड़ों को कमजोर कर रहा है। परिवार बिखर रहे हैं, युवा बिखर रहे हैं और युवा जीवन की राह से भटक रहे हैं। ऐसे समय में अमलतास नशा मुक्ति केंद्र एक ऐसी रोशनी है जहां चिकित्सा नहीं उम्मीद का केंद्र है।: [484, 751, 691, 833]
lead-sub-body-4: [480, 466, 687, 552]
hospital-para-4: अपनोता यादव, ब्लॉक मेडिकल ऑफिसर आशुतोष गुप्ता, सलिल रोगी कल्याण समिति के सदस्य प्रमोद जैन, पार्षद राजेश पटेल, प्रदीप साहू, डॉ. शुभम गिरवाले, डॉ. शैलेंद्र कालेश सहित अधिकारी कर्मचारी के अधिकारी-कर्मचारी उपस्थित थे।: [222, 1668, 406, 1767]
cell-date: 24-नवंबर-25: [1470, 1021, 1519, 1054]
article-lead-story: [17, 74, 831, 961]
cell-borrower: ( ऋणी ) / आवासीय संपत्ति 1,9001060512656148, सुरेश चंद्र ठाकुर ( ऋणी ) / राजकुमार परदेशी ( सह ऋणी ) / अनीता गुप्ता ( सह ऋणी ): [862, 549, 1043, 582]
clinic-place: उज्जैन: [925, 130, 952, 142]
lead-para-1: जय नशा युवाओं की लत में नहीं, बल्कि उनके सपनों और जीवन की भविष्य में अंधर खोलने लगता है, तब कोई असमानता नहीं, एक अकेला कारण होता है। देवास की अमलतास अस्पताल उभारे अमलतास अस्पताल का नशा मुक्ति केंद्र, जहां न जाने कितने टूटे हुए जीवन फिर से संवर रहे हैं। यहां अकेला युवा सिर्फ नशे से मुक्त नहीं हो रहे, बल्कि खुद को दोबारा पहचानने, संवरने और समाज की मुख्यधारा में लौटने को शक्ति पा रहे हैं।: [17, 242, 187, 426]
hospital-subhead: अस्पताल परिसर में निर्माण कार्यों का लिया जायजा: [17, 1468, 414, 1497]
th-property: स्थावर सम्पत्ति का विवरण: [1162, 459, 1469, 484]
cell-property: ग्रामवासी/व्यावसायिक धारणीय भूमि/बिल्डिंग/स्ट्रक्चर एवं चिन्हित की गई सभी अन्य अधिकारों में कृषि भूमि, ग्राम खसरा क्रमांक नं. 38, वार्ड नं. 10 ग्राम धरमपुरी, तहसील जिला धार, मध्यप्रदेश। माप क्षेत्रफल 900 वर्गफीट: [1162, 881, 1469, 914]
ad-footer-signature: प्राधिकृत अधिकारी एयू स्मॉल फाइनेंस बैंक लिमिटेड: [1356, 1267, 1519, 1277]
color-swatch: [772, 2099, 856, 2108]
lead-photo: [196, 199, 463, 341]
cell-date: 24-नवंबर-25: [1470, 1054, 1519, 1087]
hospital-photo: [17, 1599, 204, 1718]
ad-footer-place: स्थान: इंदौर / नीमच, मप्र: [1105, 1267, 1185, 1277]
lead-kicker: नशे की राह पर भटके युवाओं के जीवन में उजाला कर रहा अमलतास का नशा मुक्ति केंद्र: [17, 74, 831, 97]
sir-para-2: उक्त भाजपा उपाध्यक्ष एवं प्रदेश संगठन मंत्रालय प्रभारी रणवीर सिंह रावत ने एसआईआर अभियान की जिला स्तरीय बैठक में यह बात कही। उन्होंने कहा कि कार्यकर्ता इसके लिए मतदान केंद्र तक जाएं और ग्रामीण जिला कार्यालय में आयोजित बैठक में उन्होंने कहा कि मतदाता सूची में मौजूद अशुद्धियों एवं फर्जी नामों को हटाने के लिए एसआईआर एक आवश्यक राष्ट्रीय प्रक्रिया है, जिसे पूरे देश में भीतरता से लागू किया जा रहा है।: [17, 1209, 204, 1376]
table-row: [862, 783, 1519, 815]
table-row: [862, 1152, 1519, 1185]
cell-date: 24-नवंबर-25: [1470, 549, 1519, 582]
cell-property: ग्रामवासी/व्यावसायिक धारणीय भूमि/बिल्डिंग/स्ट्रक्चर एवं चिन्हित की गई सभी अन्य अधिकारों में कृषि भूमि, ग्राम खसरा क्रमांक 12 पटवारी हल्का नं. 09, ग्राम आगर, तहसील जिला आगर मालवा, मध्यप्रदेश। माप क्षेत्रफल 850 वर्गफीट: [1162, 1185, 1469, 1218]
table-row: [862, 484, 1519, 517]
color-swatch: [605, 2099, 689, 2108]
cell-property: ग्रामवासी/व्यावसायिक धारणीय भूमि/बिल्डिंग/स्ट्रक्चर एवं चिन्हित की गई सभी अन्य अधिकारों में कृषि भूमि, ग्राम खसरा क्रमांक 104 वार्ड नं. 10 ग्राम बदनावर, तहसील जिला धार, मध्यप्रदेश। माप क्षेत्रफल 1100 वर्गफीट: [1162, 1119, 1469, 1152]
